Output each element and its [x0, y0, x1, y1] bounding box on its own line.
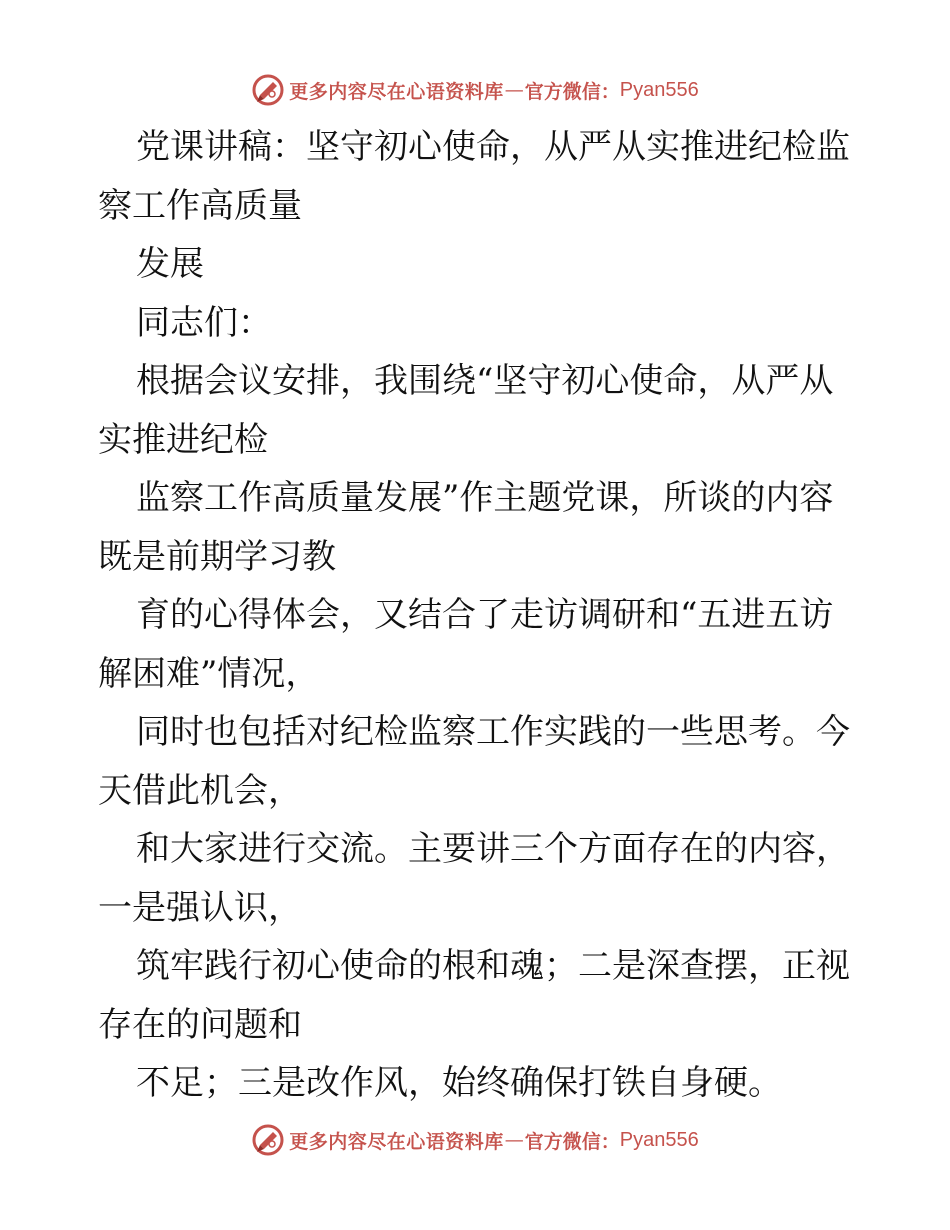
footer-banner — [0, 1120, 950, 1160]
document-body — [98, 118, 858, 1113]
pen-logo-icon — [251, 73, 285, 107]
text-line: 存在的问题和 — [98, 1004, 302, 1045]
text-line: 同时也包括对纪检监察工作实践的一些思考。今 — [136, 712, 850, 752]
text-line: 同志们： — [136, 302, 272, 343]
text-line: 一是强认识， — [98, 887, 302, 928]
banner-wechat-id: Pyan556 — [619, 78, 699, 101]
banner-separator: — — [504, 1129, 524, 1151]
text-line: 监察工作高质量发展”作主题党课，所谈的内容 — [136, 478, 834, 518]
text-line: 育的心得体会，又结合了走访调研和“五进五访 — [136, 595, 834, 635]
text-line: 既是前期学习教 — [98, 536, 336, 577]
banner-content — [251, 1123, 699, 1157]
banner-wechat-label: 官方微信： — [524, 80, 620, 103]
text-line: 根据会议安排，我围绕“坚守初心使命，从严从 — [136, 361, 834, 401]
text-line: 解困难”情况， — [98, 653, 320, 694]
banner-wechat-label: 官方微信： — [524, 1130, 620, 1153]
banner-slogan: 更多内容尽在心语资料库 — [289, 80, 504, 103]
text-line: 和大家进行交流。主要讲三个方面存在的内容， — [136, 829, 850, 869]
text-line: 天借此机会， — [98, 770, 302, 811]
banner-slogan: 更多内容尽在心语资料库 — [289, 1130, 504, 1153]
banner-wechat-id: Pyan556 — [619, 1128, 699, 1151]
text-line: 实推进纪检 — [98, 419, 268, 460]
text-line: 察工作高质量 — [98, 185, 302, 226]
banner-content — [251, 73, 699, 107]
text-line: 不足；三是改作风，始终确保打铁自身硬。 — [136, 1063, 782, 1103]
text-line: 发展 — [136, 244, 204, 284]
text-line: 党课讲稿：坚守初心使命，从严从实推进纪检监 — [136, 127, 850, 167]
header-banner — [0, 70, 950, 110]
banner-separator: — — [504, 79, 524, 101]
pen-logo-icon — [251, 1123, 285, 1157]
text-line: 筑牢践行初心使命的根和魂；二是深查摆，正视 — [136, 946, 850, 986]
